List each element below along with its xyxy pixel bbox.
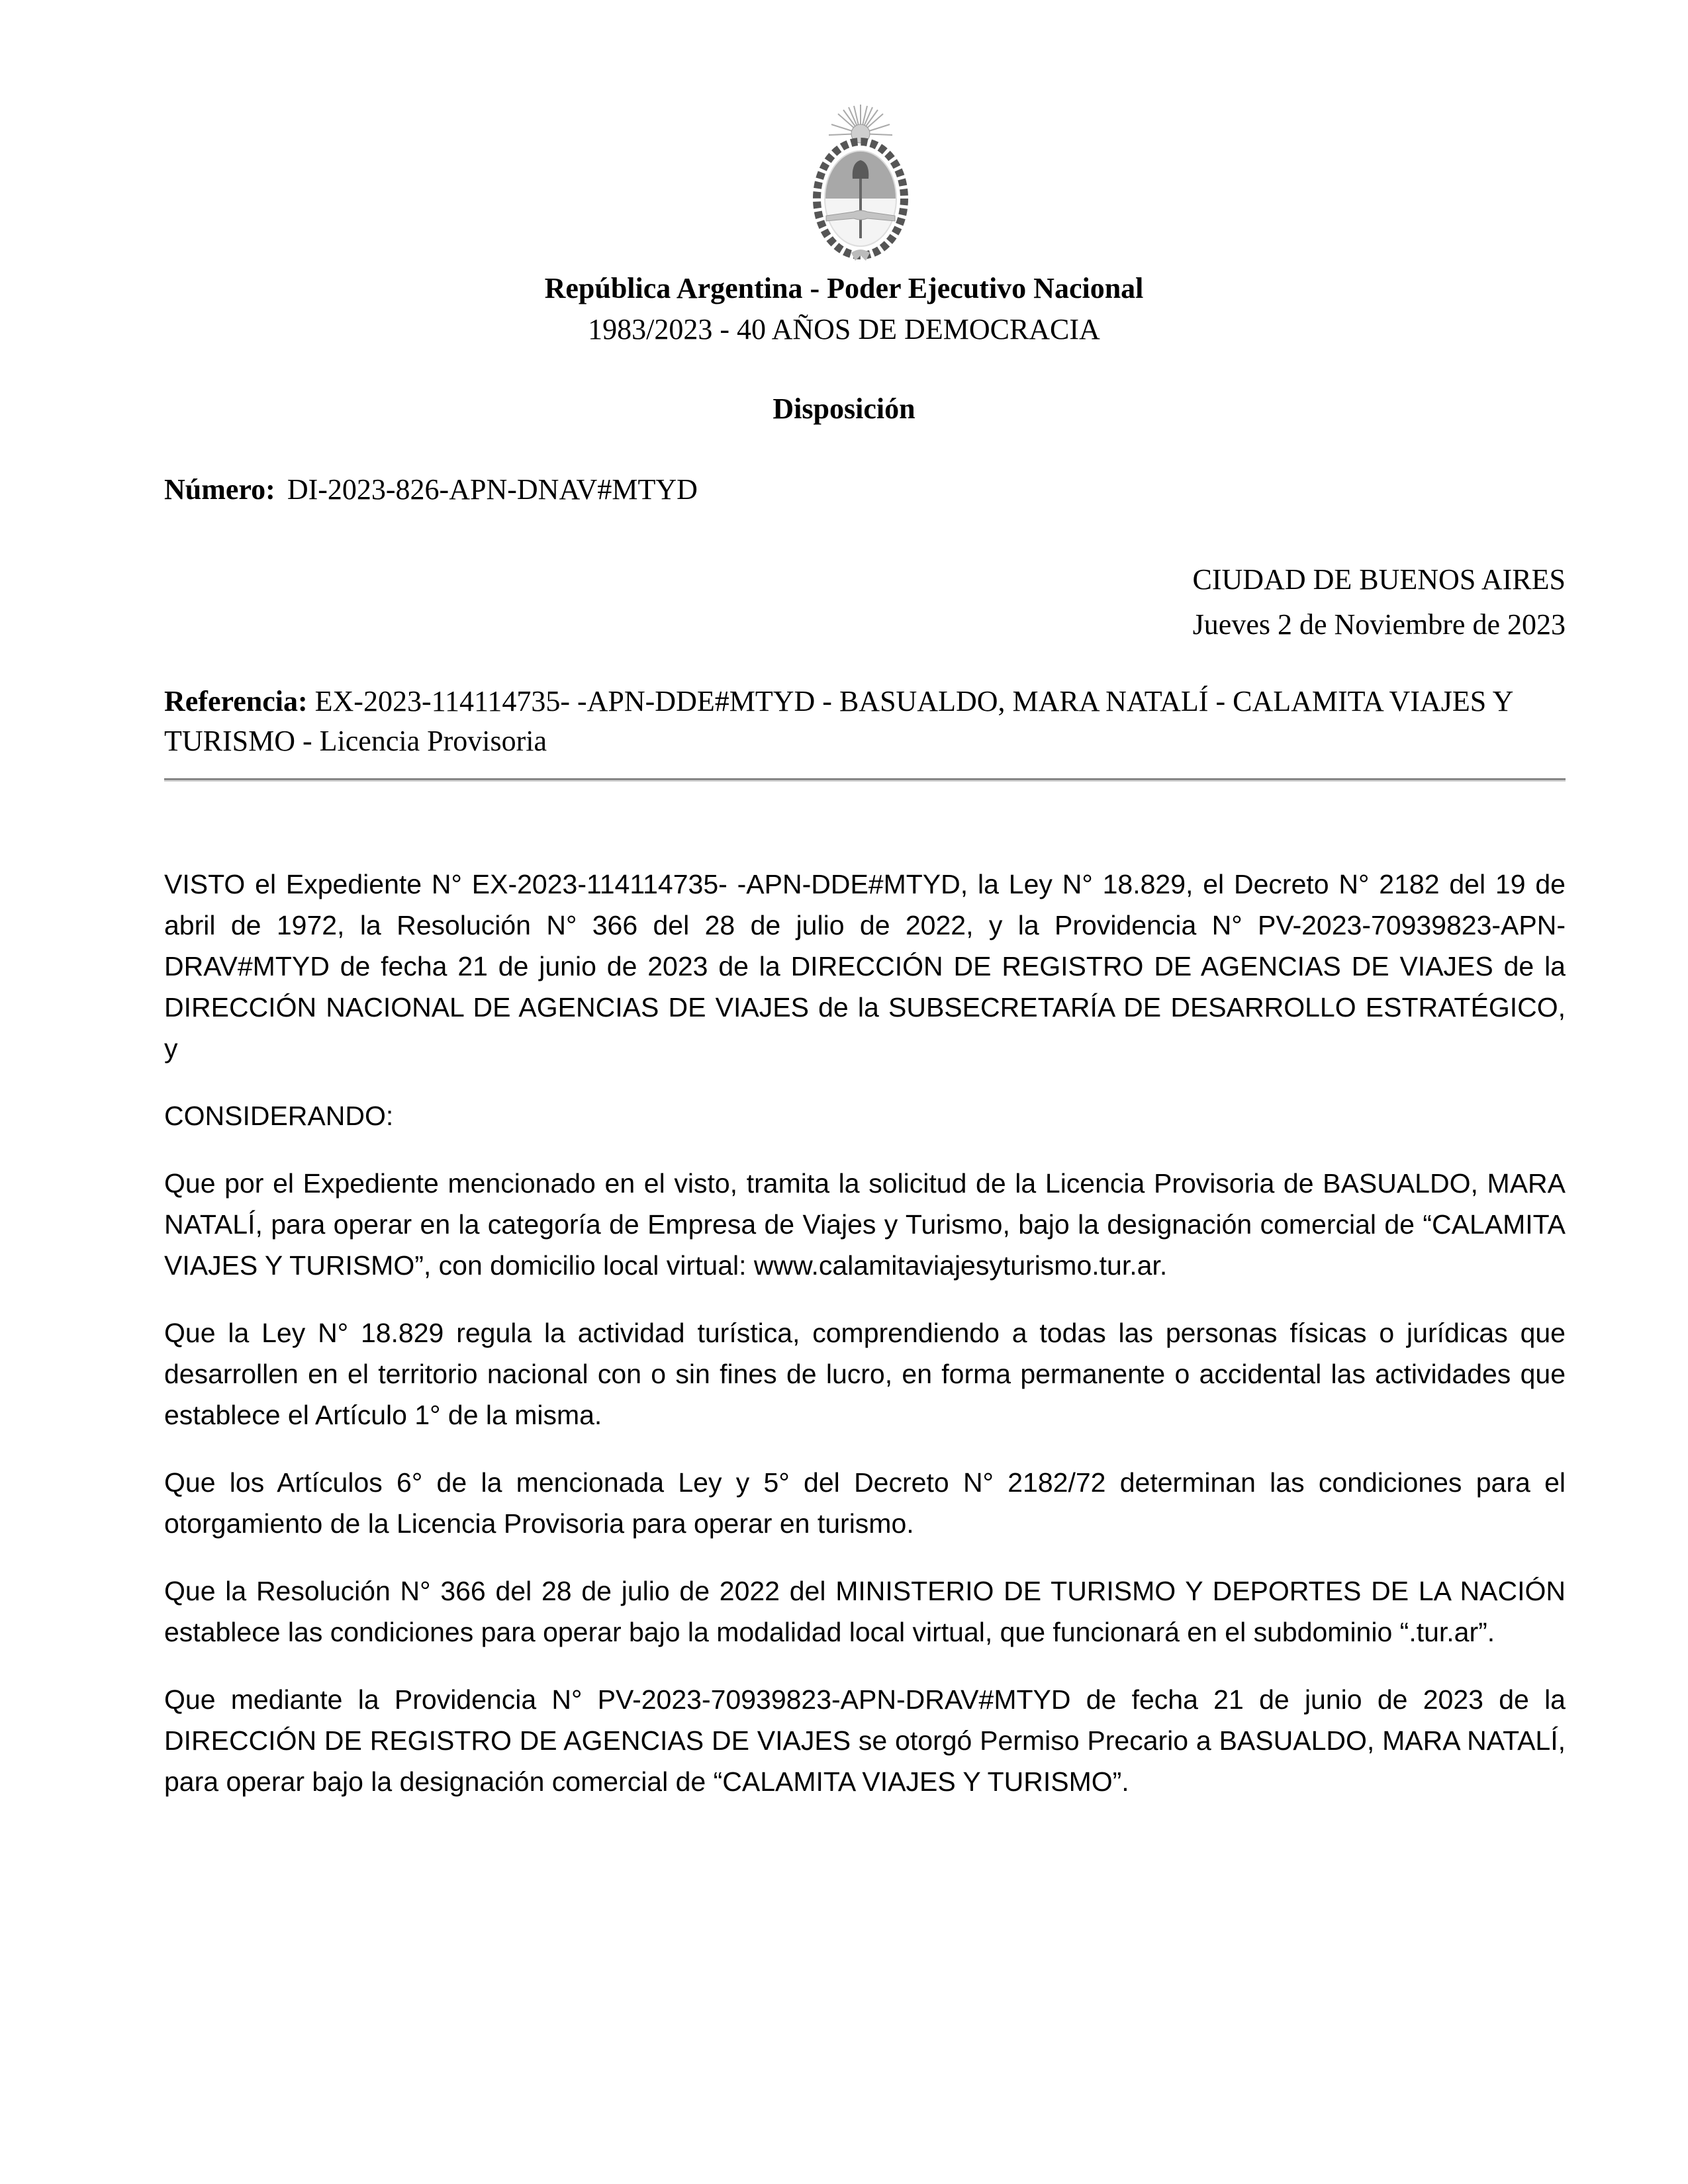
document-number-label: Número: bbox=[164, 473, 275, 506]
city: CIUDAD DE BUENOS AIRES bbox=[1192, 563, 1566, 596]
place-and-date bbox=[1193, 557, 1566, 647]
document-type-heading: Disposición bbox=[773, 392, 915, 425]
considerando-paragraph: Que la Resolución N° 366 del 28 de julio de 2022 del MINISTERIO DE TURISMO Y DEPORTES DE LA NACIÓN establece las condiciones para operar bajo la modalidad local virtual, que funcionará en el subdominio “.tur.ar”. bbox=[164, 1576, 1566, 1647]
reference bbox=[164, 682, 1566, 761]
document-number-value: DI-2023-826-APN-DNAV#MTYD bbox=[287, 473, 698, 506]
considerando-paragraph: Que la Ley N° 18.829 regula la actividad turística, comprendiendo a todas las personas físicas o jurídicas que desarrollen en el territorio nacional con o sin fines de lucro, en forma permanente o accidental las actividades que establece el Artículo 1° de la misma. bbox=[164, 1318, 1566, 1430]
commemorative-subtitle: 1983/2023 - 40 AÑOS DE DEMOCRACIA bbox=[588, 313, 1100, 345]
document-body bbox=[164, 864, 1566, 1829]
considerando-paragraph: Que los Artículos 6° de la mencionada Ley y 5° del Decreto N° 2182/72 determinan las condiciones para el otorgamiento de la Licencia Provisoria para operar en turismo. bbox=[164, 1467, 1566, 1539]
government-title: República Argentina - Poder Ejecutivo Nacional bbox=[544, 272, 1144, 304]
reference-value: EX-2023-114114735- -APN-DDE#MTYD - BASUALDO, MARA NATALÍ - CALAMITA VIAJES Y TURISMO - Licencia Provisoria bbox=[164, 685, 1513, 757]
reference-label: Referencia: bbox=[164, 685, 308, 717]
considerando-paragraph: Que mediante la Providencia N° PV-2023-70939823-APN-DRAV#MTYD de fecha 21 de junio de 2023 de la DIRECCIÓN DE REGISTRO DE AGENCIAS DE VIAJES se otorgó Permiso Precario a BASUALDO, MARA NATALÍ, para operar bajo la designación comercial de “CALAMITA VIAJES Y TURISMO”. bbox=[164, 1684, 1566, 1797]
considerando-paragraph: Que por el Expediente mencionado en el visto, tramita la solicitud de la Licencia Provisoria de BASUALDO, MARA NATALÍ, para operar en la categoría de Empresa de Viajes y Turismo, bajo la designación comercial de “CALAMITA VIAJES Y TURISMO”, con domicilio local virtual: www.calamitaviajesyturismo.tur.ar. bbox=[164, 1168, 1566, 1281]
visto-paragraph: VISTO el Expediente N° EX-2023-114114735- -APN-DDE#MTYD, la Ley N° 18.829, el Decreto N° 2182 del 19 de abril de 1972, la Resolución N° 366 del 28 de julio de 2022, y la Providencia N° PV-2023-70939823-APN-DRAV#MTYD de fecha 21 de junio de 2023 de la DIRECCIÓN DE REGISTRO DE AGENCIAS DE VIAJES de la DIRECCIÓN NACIONAL DE AGENCIAS DE VIAJES de la SUBSECRETARÍA DE DESARROLLO ESTRATÉGICO, y bbox=[164, 869, 1566, 1064]
date: Jueves 2 de Noviembre de 2023 bbox=[1192, 608, 1566, 641]
argentina-coat-of-arms-icon bbox=[808, 99, 914, 265]
document-number bbox=[164, 471, 698, 508]
considerando-heading: CONSIDERANDO: bbox=[164, 1101, 394, 1131]
horizontal-divider bbox=[164, 778, 1566, 782]
